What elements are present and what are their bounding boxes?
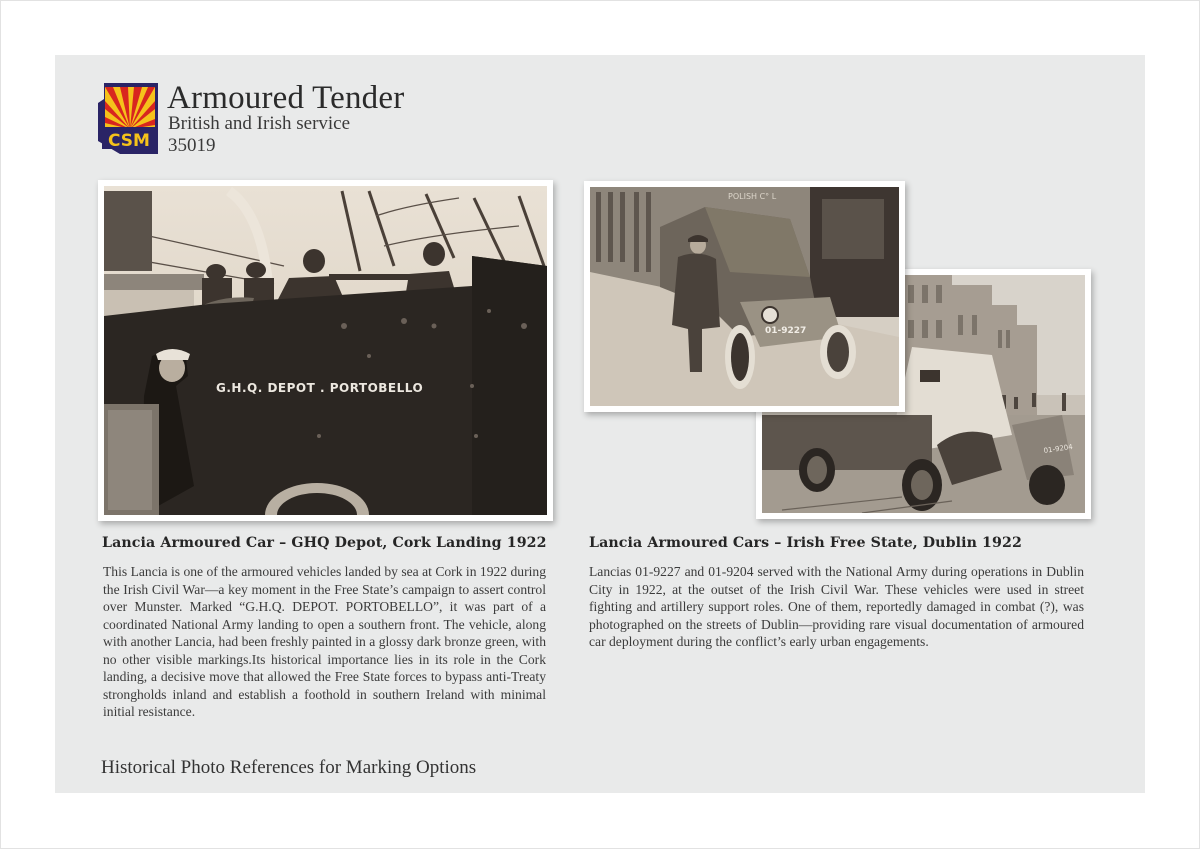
page-title: Armoured Tender [167, 80, 405, 116]
logo-text: CSM [108, 131, 150, 151]
photo-vehicle-marking: G.H.Q. DEPOT . PORTOBELLO [216, 381, 424, 395]
photo-01-9227-image [590, 187, 899, 406]
footer-note: Historical Photo References for Marking Options [101, 757, 477, 778]
section-title-cork: Lancia Armoured Car – GHQ Depot, Cork Landing 1922 [102, 535, 547, 551]
section-body-cork: This Lancia is one of the armoured vehicles landed by sea at Cork in 1922 during the Irish Civil War—a key moment in the Free State’s campaign to assert control over Munster. Marked “G.H.Q. DEPOT. PORTOBELLO”, it was part of a coordinated National Army landing to open a southern front. The vehicle, along with another Lancia, had been freshly painted in a glossy dark bronze green, with no other visible markings.Its historical importance lies in its role in the Cork landing, a decisive move that allowed the Free State forces to bypass anti-Treaty strongholds inland and establish a foothold in southern Ireland with minimal initial resistance. [103, 564, 546, 719]
section-body-dublin: Lancias 01-9227 and 01-9204 served with the National Army during operations in Dublin City in 1922, at the outset of the Irish Civil War. These vehicles were used in street fighting and artillery support roles. One of them, reportedly damaged in combat (?), was photographed on the streets of Dublin—providing rare visual documentation of armoured car deployment during the conflict’s early urban engagements. [589, 564, 1084, 649]
section-title-dublin: Lancia Armoured Cars – Irish Free State, Dublin 1922 [589, 535, 1022, 551]
product-code: 35019 [168, 135, 216, 156]
photo-vehicle-marking: 01-9227 [765, 326, 807, 336]
photo-ghq-depot-lancia [98, 180, 553, 521]
photo-ghq-depot-image [104, 186, 547, 515]
csm-logo-icon [98, 83, 158, 154]
csm-logo [98, 83, 158, 154]
photo-lancia-01-9227 [584, 181, 905, 412]
svg-text:POLISH C° L: POLISH C° L [728, 192, 777, 201]
page-subtitle: British and Irish service [168, 113, 351, 134]
photo-vehicle-marking: 01-9204 [1043, 442, 1074, 455]
